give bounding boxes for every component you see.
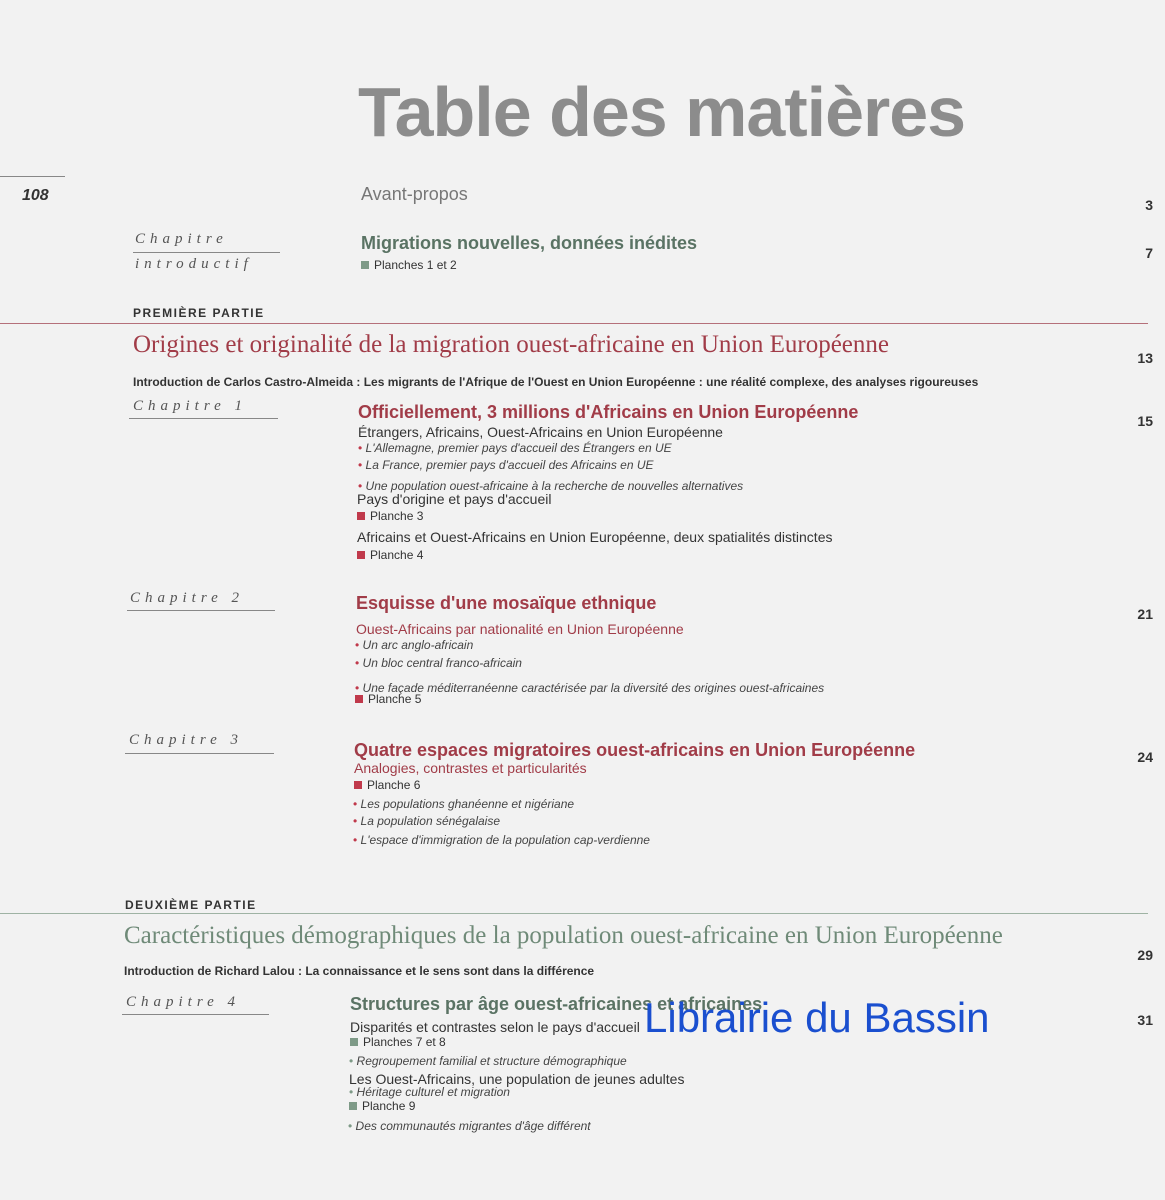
chapter1-planche-b: Planche 4 xyxy=(357,548,423,562)
chapter1-bullet: • L'Allemagne, premier pays d'accueil des Étrangers en UE xyxy=(358,441,672,455)
page-title: Table des matières xyxy=(358,73,966,151)
chapter-intro-label-line1: Chapitre xyxy=(135,231,228,247)
chapter4-sub2: Les Ouest-Africains, une population de jeunes adultes xyxy=(349,1071,685,1087)
green-square-icon xyxy=(349,1102,357,1110)
chapter4-bullet: • Regroupement familial et structure démographique xyxy=(349,1054,627,1068)
chapter2-title: Esquisse d'une mosaïque ethnique xyxy=(356,593,657,613)
chapter3-rule xyxy=(125,753,274,754)
chapter3-sub1: Analogies, contrastes et particularités xyxy=(354,760,587,776)
chapter1-planche-a: Planche 3 xyxy=(357,509,423,523)
part1-title: Origines et originalité de la migration ouest-africaine en Union Européenne xyxy=(133,331,889,358)
red-square-icon xyxy=(354,781,362,789)
avant-propos-page: 3 xyxy=(1145,197,1153,213)
chapter3-planche: Planche 6 xyxy=(354,778,420,792)
chapter2-rule xyxy=(127,610,275,611)
chapter1-bullet: • La France, premier pays d'accueil des Africains en UE xyxy=(358,458,654,472)
chapter2-bullet: • Un arc anglo-africain xyxy=(355,638,474,652)
chapter4-page: 31 xyxy=(1137,1012,1153,1028)
chapter3-title: Quatre espaces migratoires ouest-africains en Union Européenne xyxy=(354,740,916,760)
chapter3-label: Chapitre 3 xyxy=(129,732,244,748)
chapter4-planche-a: Planches 7 et 8 xyxy=(350,1035,446,1049)
part2-intro: Introduction de Richard Lalou : La connaissance et le sens sont dans la différence xyxy=(124,964,595,978)
chapter4-bullet: • Des communautés migrantes d'âge différent xyxy=(348,1119,591,1133)
chapter4-planche-b: Planche 9 xyxy=(349,1099,415,1113)
chapter-intro-title: Migrations nouvelles, données inédites xyxy=(361,233,698,253)
chapter1-title: Officiellement, 3 millions d'Africains en Union Européenne xyxy=(358,402,859,422)
part1-label: PREMIÈRE PARTIE xyxy=(133,306,265,320)
part2-rule xyxy=(0,913,1148,914)
chapter2-bullet: • Un bloc central franco-africain xyxy=(355,656,522,670)
chapter2-bullet: • Une façade méditerranéenne caractérisée par la diversité des origines ouest-africaines xyxy=(355,681,825,695)
bookstore-watermark: Librairie du Bassin xyxy=(644,994,990,1041)
chapter1-sub1: Étrangers, Africains, Ouest-Africains en Union Européenne xyxy=(358,424,723,440)
chapter3-page: 24 xyxy=(1137,749,1153,765)
chapter3-bullet: • Les populations ghanéenne et nigériane xyxy=(353,797,575,811)
chapter4-sub1: Disparités et contrastes selon le pays d'accueil xyxy=(350,1019,640,1035)
chapter2-page: 21 xyxy=(1137,606,1153,622)
red-square-icon xyxy=(355,695,363,703)
folio-rule xyxy=(0,176,65,177)
red-square-icon xyxy=(357,551,365,559)
chapter2-label: Chapitre 2 xyxy=(130,590,245,606)
chapter4-title: Structures par âge ouest-africaines et africaines xyxy=(350,994,763,1014)
part1-page: 13 xyxy=(1137,350,1153,366)
part2-title: Caractéristiques démographiques de la population ouest-africaine en Union Européenne xyxy=(124,922,1003,949)
part2-page: 29 xyxy=(1137,947,1153,963)
chapter1-rule xyxy=(129,418,278,419)
chapter1-label: Chapitre 1 xyxy=(133,398,248,414)
chapter-intro-rule xyxy=(133,252,280,253)
green-square-icon xyxy=(350,1038,358,1046)
red-square-icon xyxy=(357,512,365,520)
chapter4-bullet: • Héritage culturel et migration xyxy=(349,1085,510,1099)
chapter3-bullet: • L'espace d'immigration de la population cap-verdienne xyxy=(353,833,650,847)
chapter1-bullet: • Une population ouest-africaine à la recherche de nouvelles alternatives xyxy=(358,479,744,493)
green-square-icon xyxy=(361,261,369,269)
avant-propos-title: Avant-propos xyxy=(361,184,468,204)
chapter1-page: 15 xyxy=(1137,413,1153,429)
chapter4-rule xyxy=(122,1014,269,1015)
part1-rule xyxy=(0,323,1148,324)
chapter1-sub2: Pays d'origine et pays d'accueil xyxy=(357,491,552,507)
chapter3-bullet: • La population sénégalaise xyxy=(353,814,500,828)
chapter1-sub3: Africains et Ouest-Africains en Union Européenne, deux spatialités distinctes xyxy=(357,529,833,545)
chapter4-label: Chapitre 4 xyxy=(126,994,241,1010)
page-folio: 108 xyxy=(22,187,49,204)
chapter-intro-page: 7 xyxy=(1145,245,1153,261)
chapter2-planche: Planche 5 xyxy=(355,692,421,706)
chapter-intro-planches: Planches 1 et 2 xyxy=(361,258,457,272)
chapter2-sub1: Ouest-Africains par nationalité en Union Européenne xyxy=(356,621,684,637)
part1-intro: Introduction de Carlos Castro-Almeida : Les migrants de l'Afrique de l'Ouest en Union Européenne : une réalité complexe, des analyses rigoureuses xyxy=(133,375,979,389)
part2-label: DEUXIÈME PARTIE xyxy=(125,898,257,912)
chapter-intro-label-line2: introductif xyxy=(135,256,253,272)
